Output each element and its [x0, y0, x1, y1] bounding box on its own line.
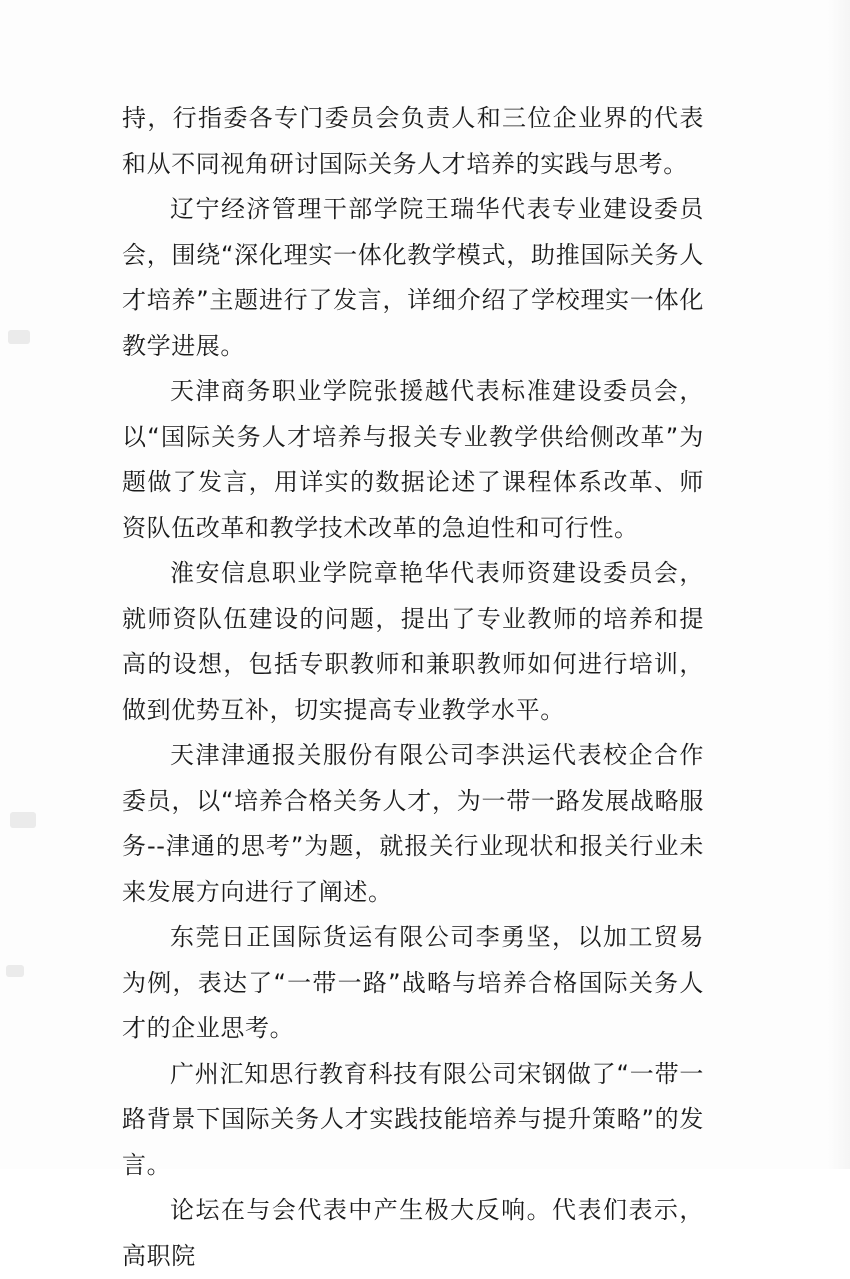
scan-smudge [6, 965, 24, 977]
paragraph-liaoning-speech: 辽宁经济管理干部学院王瑞华代表专业建设委员会，围绕“深化理实一体化教学模式，助推国际关务人才培养”主题进行了发言，详细介绍了学校理实一体化教学进展。 [122, 195, 704, 360]
scan-smudge [8, 330, 30, 344]
paragraph-dongguan-speech: 东莞日正国际货运有限公司李勇坚，以加工贸易为例，表达了“一带一路”战略与培养合格国际关务人才的企业思考。 [122, 923, 704, 1042]
document-body [122, 96, 704, 1279]
scan-edge-shadow [828, 0, 850, 1169]
paragraph-jintong-speech: 天津津通报关服份有限公司李洪运代表校企合作委员，以“培养合格关务人才，为一带一路发展战略服务--津通的思考”为题，就报关行业现状和报关行业未来发展方向进行了阐述。 [122, 741, 704, 906]
paragraph-tianjin-commerce-speech: 天津商务职业学院张援越代表标准建设委员会，以“国际关务人才培养与报关专业教学供给侧改革”为题做了发言，用详实的数据论述了课程体系改革、师资队伍改革和教学技术改革的急迫性和可行性。 [122, 377, 704, 542]
scan-smudge [10, 812, 36, 828]
paragraph-forum-response: 论坛在与会代表中产生极大反响。代表们表示，高职院 [122, 1196, 704, 1270]
paragraph-guangzhou-speech: 广州汇知思行教育科技有限公司宋钢做了“一带一路背景下国际关务人才实践技能培养与提升策略”的发言。 [122, 1059, 704, 1179]
paragraph-continuation: 持，行指委各专门委员会负责人和三位企业界的代表和从不同视角研讨国际关务人才培养的实践与思考。 [122, 104, 704, 178]
paragraph-huaian-speech: 淮安信息职业学院章艳华代表师资建设委员会，就师资队伍建设的问题，提出了专业教师的培养和提高的设想，包括专职教师和兼职教师如何进行培训，做到优势互补，切实提高专业教学水平。 [122, 559, 704, 724]
